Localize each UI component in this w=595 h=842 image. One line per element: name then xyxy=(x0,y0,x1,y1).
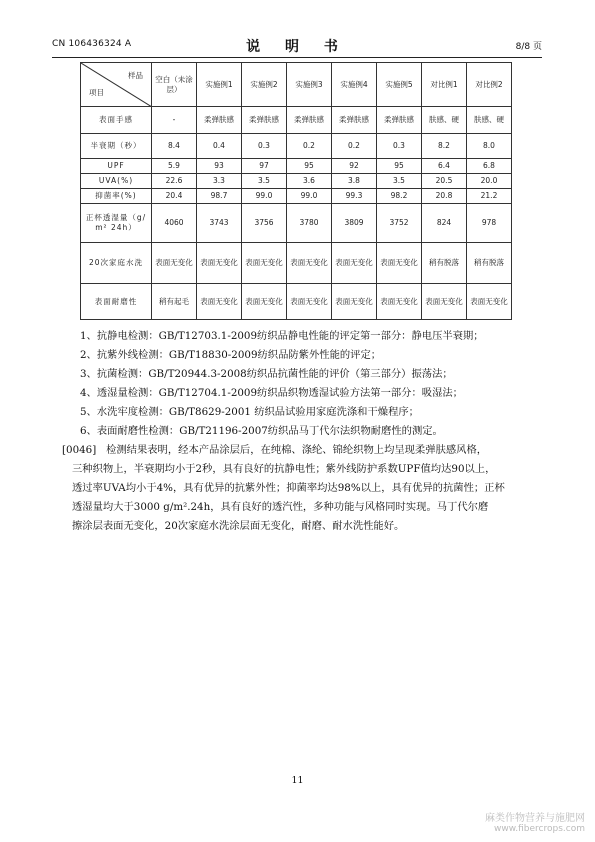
table-cell: 3.6 xyxy=(287,174,332,189)
results-table xyxy=(80,62,512,320)
table-cell: 表面无变化 xyxy=(197,284,242,320)
row-header: UPF xyxy=(81,159,152,174)
paragraph-line: 透湿量均大于3000 g/m².24h，具有良好的透汽性，多种功能与风格同时实现。马丁代尔磨 xyxy=(72,501,489,513)
table-header-row xyxy=(81,63,512,107)
table-cell: 表面无变化 xyxy=(467,284,512,320)
table-cell: 表面无变化 xyxy=(152,243,197,284)
table-cell: 肤感、硬 xyxy=(422,107,467,134)
paragraph-line: 擦涂层表面无变化，20次家庭水洗涂层面无变化，耐磨、耐水洗性能好。 xyxy=(72,520,405,532)
table-cell: 8.0 xyxy=(467,134,512,159)
table-cell: 93 xyxy=(197,159,242,174)
column-header: 实施例4 xyxy=(332,63,377,107)
table-cell: 肤感、硬 xyxy=(467,107,512,134)
table-cell: 20.4 xyxy=(152,189,197,204)
test-methods-list xyxy=(72,327,542,441)
method-item: 3、抗菌检测：GB/T20944.3-2008纺织品抗菌性能的评价（第三部分）振荡法； xyxy=(80,368,453,380)
paragraph-tag: [0046] xyxy=(62,444,97,456)
table-row xyxy=(81,243,512,284)
method-item: 1、抗静电检测：GB/T12703.1-2009纺织品静电性能的评定第一部分：静电压半衰期； xyxy=(80,330,484,342)
table-cell: 表面无变化 xyxy=(332,243,377,284)
table-cell: 0.2 xyxy=(287,134,332,159)
table-cell: 0.3 xyxy=(377,134,422,159)
table-cell: 20.5 xyxy=(422,174,467,189)
row-header: 半衰期（秒） xyxy=(81,134,152,159)
watermark-url: www.fibercrops.com xyxy=(494,824,585,834)
table-cell: 8.4 xyxy=(152,134,197,159)
table-cell: 3756 xyxy=(242,204,287,243)
paragraph-line: 三种织物上，半衰期均小于2秒，具有良好的抗静电性；紫外线防护系数UPF值均达90以上， xyxy=(72,463,496,475)
page-number: 11 xyxy=(291,775,304,786)
table-cell: 柔弹肤感 xyxy=(287,107,332,134)
method-item: 4、透湿量检测：GB/T12704.1-2009纺织品织物透湿试验方法第一部分：吸湿法； xyxy=(80,387,463,399)
page-indicator: 8/8 页 xyxy=(515,42,542,52)
table-cell: 稍有脱落 xyxy=(467,243,512,284)
table-cell: 表面无变化 xyxy=(242,243,287,284)
column-header: 实施例2 xyxy=(242,63,287,107)
table-cell: 表面无变化 xyxy=(377,243,422,284)
table-cell: 22.6 xyxy=(152,174,197,189)
table-cell: 6.4 xyxy=(422,159,467,174)
method-item: 5、水洗牢度检测：GB/T8629-2001 纺织品试验用家庭洗涤和干燥程序； xyxy=(80,406,419,418)
watermark xyxy=(485,809,585,834)
table-row xyxy=(81,174,512,189)
table-cell: 95 xyxy=(287,159,332,174)
table-cell: 99.3 xyxy=(332,189,377,204)
table-cell: 99.0 xyxy=(242,189,287,204)
paragraph-line: 检测结果表明，经本产品涂层后，在纯棉、涤纶、锦纶织物上均呈现柔弹肤感风格， xyxy=(106,444,488,456)
table-cell: 稍有起毛 xyxy=(152,284,197,320)
table-corner-cell xyxy=(81,63,152,107)
table-row xyxy=(81,204,512,243)
column-header: 实施例5 xyxy=(377,63,422,107)
table-row xyxy=(81,134,512,159)
table-cell: 99.0 xyxy=(287,189,332,204)
row-header: 表面手感 xyxy=(81,107,152,134)
table-cell: 824 xyxy=(422,204,467,243)
table-cell: 978 xyxy=(467,204,512,243)
table-cell: 3780 xyxy=(287,204,332,243)
table-cell: 表面无变化 xyxy=(287,284,332,320)
row-header: 正杯透湿量（g/m² 24h） xyxy=(81,204,152,243)
table-cell: 表面无变化 xyxy=(242,284,287,320)
table-cell: 3.5 xyxy=(242,174,287,189)
table-cell: 柔弹肤感 xyxy=(242,107,287,134)
column-header: 实施例1 xyxy=(197,63,242,107)
corner-label-samples: 样品 xyxy=(128,71,143,80)
table-cell: 3.8 xyxy=(332,174,377,189)
header-divider xyxy=(52,57,542,58)
table-cell: 92 xyxy=(332,159,377,174)
document-title: 说 明 书 xyxy=(246,39,348,55)
table-cell: 0.2 xyxy=(332,134,377,159)
table-cell: 6.8 xyxy=(467,159,512,174)
row-header: UVA(%) xyxy=(81,174,152,189)
table-cell: 95 xyxy=(377,159,422,174)
table-cell: 表面无变化 xyxy=(287,243,332,284)
method-item: 6、表面耐磨性检测：GB/T21196-2007纺织品马丁代尔法织物耐磨性的测定。 xyxy=(80,425,443,437)
table-cell: 3743 xyxy=(197,204,242,243)
table-cell: 表面无变化 xyxy=(377,284,422,320)
table-cell: 柔弹肤感 xyxy=(332,107,377,134)
row-header: 表面耐磨性 xyxy=(81,284,152,320)
table-cell: 98.7 xyxy=(197,189,242,204)
diagonal-divider xyxy=(81,63,152,107)
table-row xyxy=(81,189,512,204)
page-header xyxy=(52,36,542,54)
table-cell: 3.5 xyxy=(377,174,422,189)
table-cell: 0.3 xyxy=(242,134,287,159)
table-cell: - xyxy=(152,107,197,134)
table-cell: 稍有脱落 xyxy=(422,243,467,284)
table-cell: 3752 xyxy=(377,204,422,243)
table-cell: 表面无变化 xyxy=(332,284,377,320)
method-item: 2、抗紫外线检测：GB/T18830-2009纺织品防紫外性能的评定； xyxy=(80,349,382,361)
column-header: 空白（未涂层） xyxy=(152,63,197,107)
table-cell: 8.2 xyxy=(422,134,467,159)
patent-number: CN 106436324 A xyxy=(52,39,132,49)
table-cell: 柔弹肤感 xyxy=(377,107,422,134)
corner-label-items: 项目 xyxy=(89,88,104,97)
document-body xyxy=(62,327,542,536)
table-cell: 柔弹肤感 xyxy=(197,107,242,134)
table-cell: 3809 xyxy=(332,204,377,243)
column-header: 对比例1 xyxy=(422,63,467,107)
table-cell: 表面无变化 xyxy=(422,284,467,320)
watermark-site-name: 麻类作物营养与施肥网 xyxy=(485,813,585,824)
results-table-wrapper xyxy=(80,62,511,319)
column-header: 对比例2 xyxy=(467,63,512,107)
table-cell: 20.8 xyxy=(422,189,467,204)
column-header: 实施例3 xyxy=(287,63,332,107)
table-cell: 5.9 xyxy=(152,159,197,174)
table-cell: 21.2 xyxy=(467,189,512,204)
table-cell: 4060 xyxy=(152,204,197,243)
paragraph-line: 透过率UVA均小于4%，具有优异的抗紫外性；抑菌率均达98%以上，具有优异的抗菌性；正杯 xyxy=(72,482,505,494)
table-cell: 表面无变化 xyxy=(197,243,242,284)
table-cell: 98.2 xyxy=(377,189,422,204)
paragraph-0046 xyxy=(62,441,542,536)
table-cell: 0.4 xyxy=(197,134,242,159)
table-row xyxy=(81,107,512,134)
row-header: 20次家庭水洗 xyxy=(81,243,152,284)
table-cell: 3.3 xyxy=(197,174,242,189)
row-header: 抑菌率(%) xyxy=(81,189,152,204)
table-row xyxy=(81,284,512,320)
table-cell: 20.0 xyxy=(467,174,512,189)
table-cell: 97 xyxy=(242,159,287,174)
table-row xyxy=(81,159,512,174)
